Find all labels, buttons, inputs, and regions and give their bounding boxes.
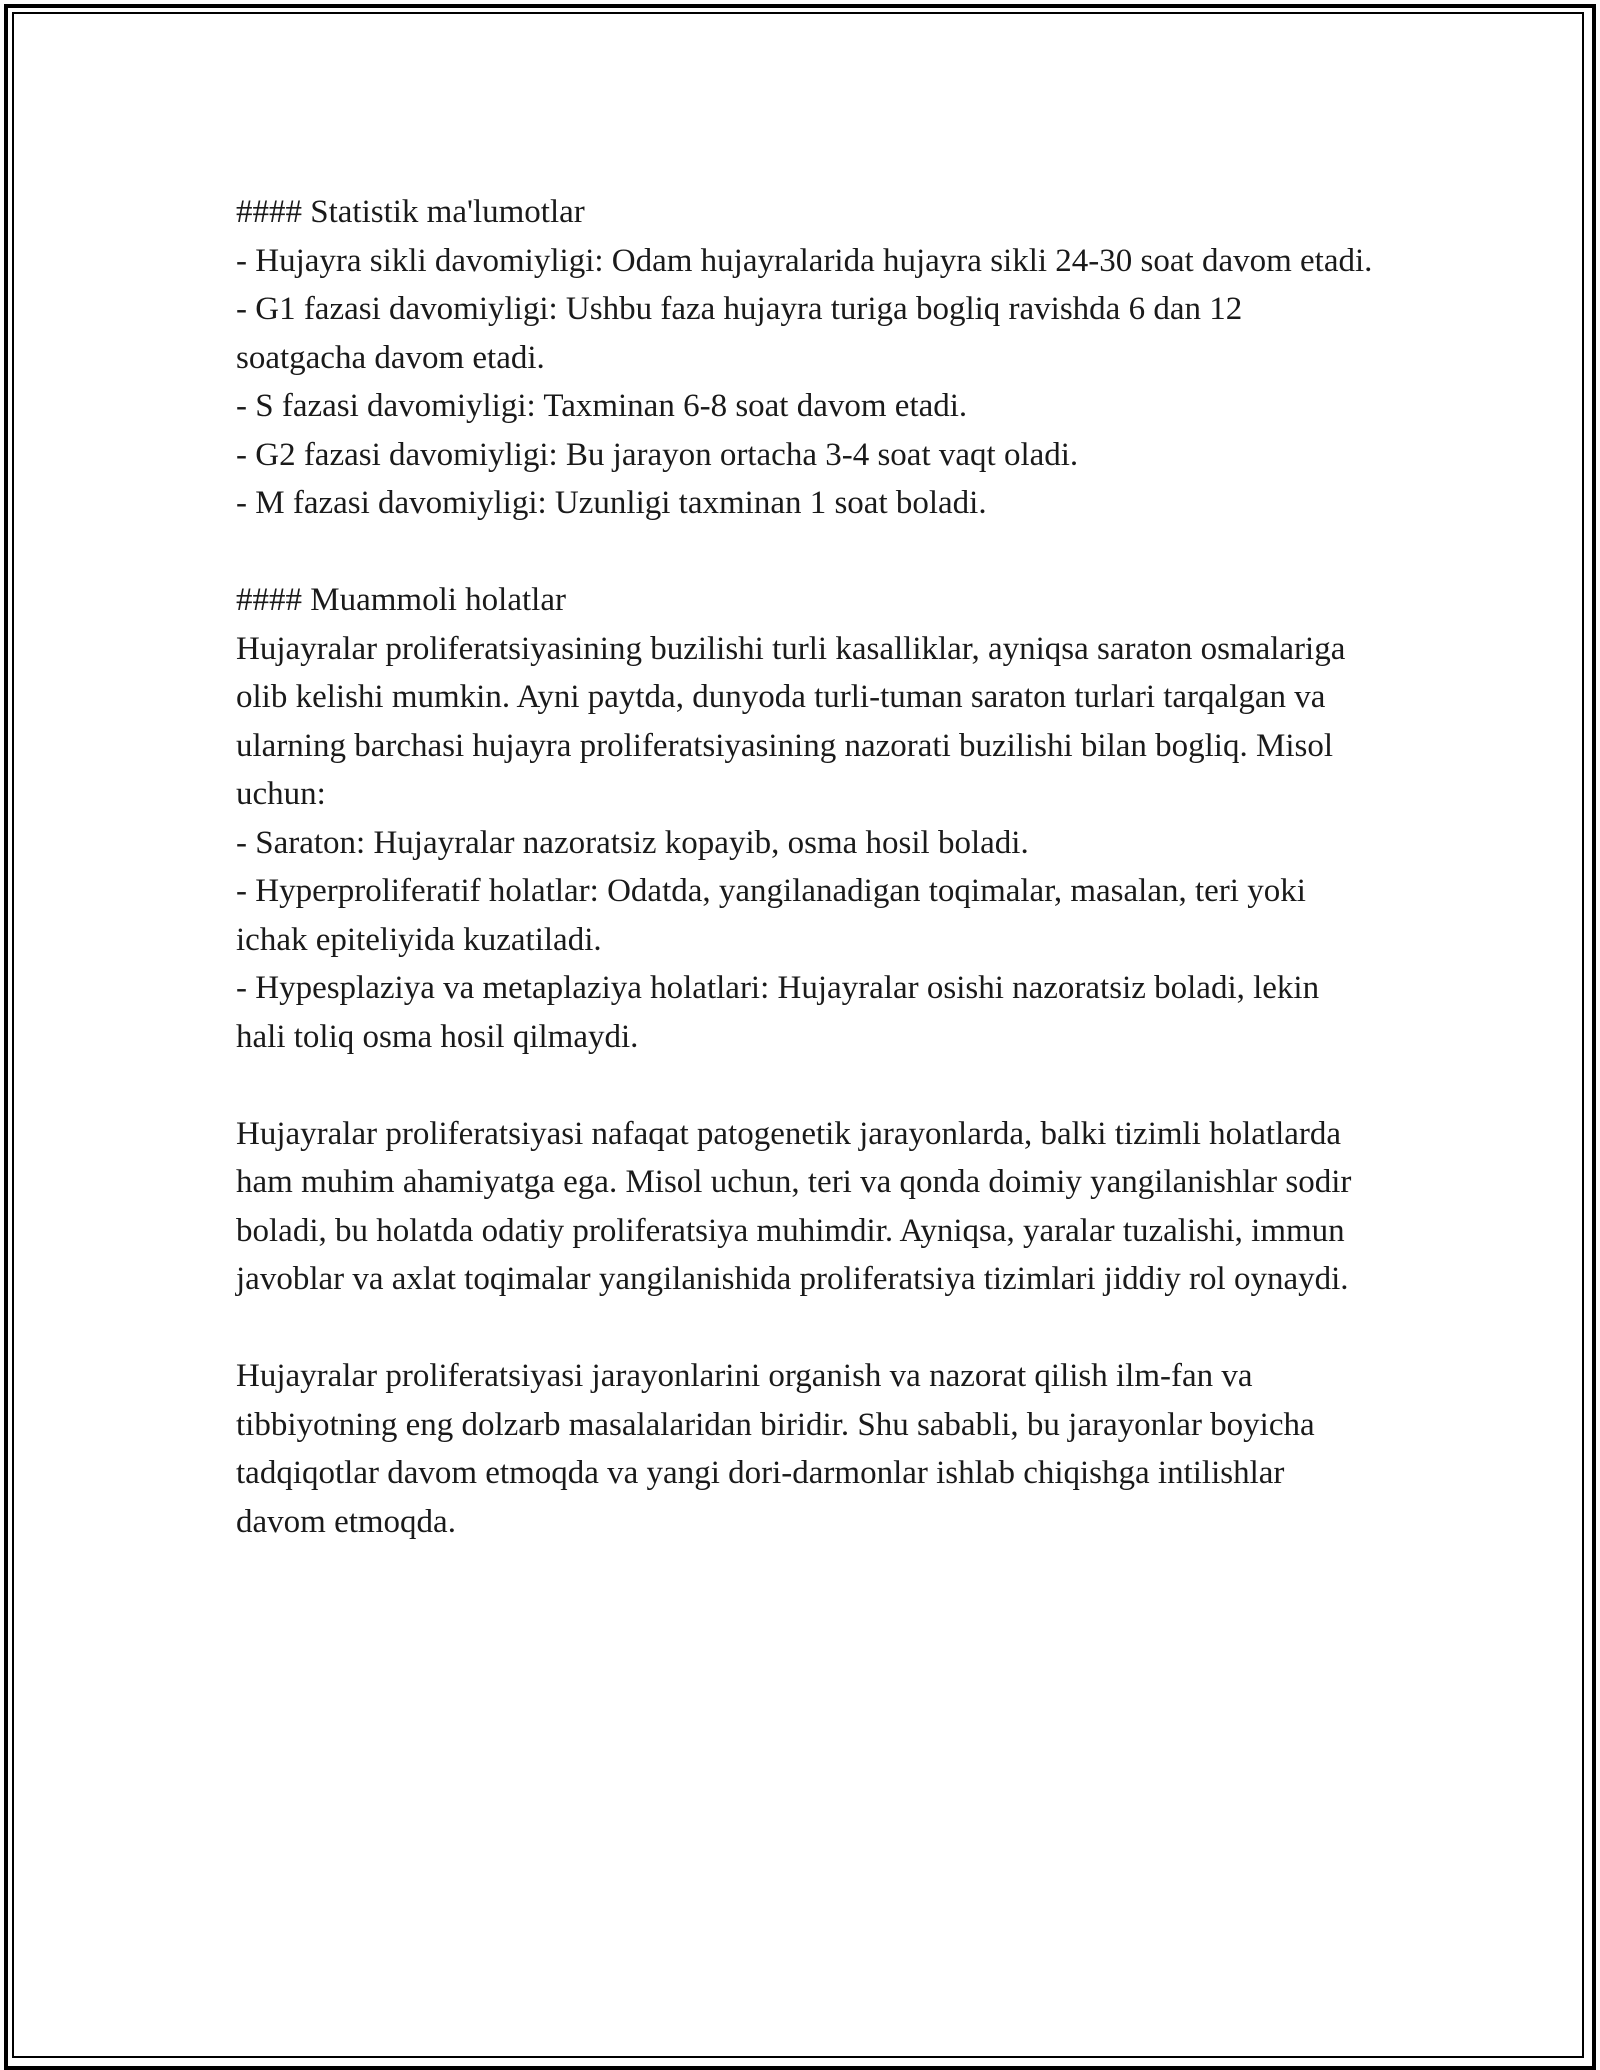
list-item: - M fazasi davomiyligi: Uzunligi taxminan 1 soat boladi. xyxy=(236,485,987,521)
list-item: - Hujayra sikli davomiyligi: Odam hujayralarida hujayra sikli 24-30 soat davom etadi. xyxy=(236,242,1373,279)
list-item: - S fazasi davomiyligi: Taxminan 6-8 soat davom etadi. xyxy=(236,388,968,424)
document-body xyxy=(236,188,1376,1546)
spacer xyxy=(236,528,1376,577)
section-heading-statistics: #### Statistik ma'lumotlar xyxy=(236,194,585,230)
section-intro-paragraph: Hujayralar proliferatsiyasining buzilishi turli kasalliklar, ayniqsa saraton osmalariga olib kelishi mumkin. Ayni paytda, dunyoda turli-tuman saraton turlari tarqalgan va ularning barchasi hujayra proliferatsiyasining nazorati buzilishi bilan bogliq. Misol uchun: xyxy=(236,630,1354,812)
list-item: - Hypesplaziya va metaplaziya holatlari: Hujayralar osishi nazoratsiz boladi, lekin hali toliq osma hosil qilmaydi. xyxy=(236,970,1328,1055)
list-item: - Saraton: Hujayralar nazoratsiz kopayib, osma hosil boladi. xyxy=(236,824,1029,861)
body-paragraph: Hujayralar proliferatsiyasi jarayonlarini organish va nazorat qilish ilm-fan va tibbiyotning eng dolzarb masalalaridan biridir. Shu sababli, bu jarayonlar boyicha tadqiqotlar davom etmoqda va yangi dori-darmonlar ishlab chiqishga intilishlar davom etmoqda. xyxy=(236,1358,1323,1540)
spacer xyxy=(236,1061,1376,1110)
section-heading-problems: #### Muammoli holatlar xyxy=(236,582,566,618)
list-item: - G2 fazasi davomiyligi: Bu jarayon ortacha 3-4 soat vaqt oladi. xyxy=(236,436,1079,473)
spacer xyxy=(236,1304,1376,1353)
list-item: - Hyperproliferatif holatlar: Odatda, yangilanadigan toqimalar, masalan, teri yoki ichak epiteliyida kuzatiladi. xyxy=(236,873,1315,958)
body-paragraph: Hujayralar proliferatsiyasi nafaqat patogenetik jarayonlarda, balki tizimli holatlarda ham muhim ahamiyatga ega. Misol uchun, teri va qonda doimiy yangilanishlar sodir boladi, bu holatda odatiy proliferatsiya muhimdir. Ayniqsa, yaralar tuzalishi, immun javoblar va axlat toqimalar yangilanishida proliferatsiya tizimlari jiddiy rol oynaydi. xyxy=(236,1115,1360,1297)
list-item: - G1 fazasi davomiyligi: Ushbu faza hujayra turiga bogliq ravishda 6 dan 12 soatgacha davom etadi. xyxy=(236,291,1251,376)
